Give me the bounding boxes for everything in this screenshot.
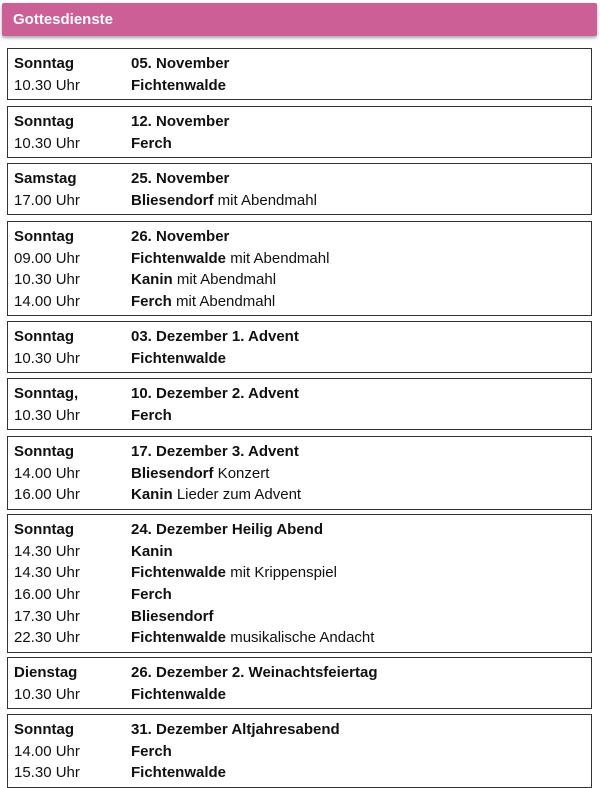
service-place: Kanin <box>131 486 173 504</box>
service-entry-row <box>8 291 591 313</box>
service-place-cell <box>131 764 226 781</box>
service-entry-row <box>8 348 591 370</box>
service-entry-row <box>8 75 591 97</box>
service-time: 10.30 Uhr <box>14 406 80 424</box>
service-header-row <box>8 53 591 75</box>
service-box <box>7 378 592 430</box>
service-time: 22.30 Uhr <box>14 629 80 647</box>
service-box <box>7 714 592 788</box>
service-date: 25. November <box>131 170 230 188</box>
service-note: mit Abendmahl <box>171 293 276 311</box>
service-box <box>7 163 592 215</box>
service-time: 10.30 Uhr <box>14 349 80 367</box>
service-entry-row <box>8 584 591 606</box>
service-day: Sonntag, <box>14 385 79 403</box>
service-place: Ferch <box>131 293 172 311</box>
service-header-row <box>8 719 591 741</box>
section-header <box>2 3 597 36</box>
service-box <box>7 221 592 316</box>
service-place-cell <box>131 486 301 503</box>
service-date: 05. November <box>131 55 230 73</box>
service-place-cell <box>131 271 276 288</box>
service-day: Sonntag <box>14 228 74 246</box>
service-entry-row <box>8 762 591 784</box>
service-header-row <box>8 111 591 133</box>
service-date: 10. Dezember 2. Advent <box>131 385 299 403</box>
service-place: Fichtenwalde <box>131 629 227 647</box>
service-box <box>7 106 592 158</box>
service-place: Fichtenwalde <box>131 685 227 703</box>
service-time: 10.30 Uhr <box>14 685 80 703</box>
service-box <box>7 436 592 510</box>
service-box <box>7 321 592 373</box>
service-note: musikalische Andacht <box>226 629 375 647</box>
service-date: 31. Dezember Altjahresabend <box>131 721 340 739</box>
service-entry-row <box>8 605 591 627</box>
service-place-cell <box>131 250 329 267</box>
service-header-row <box>8 168 591 190</box>
service-place: Fichtenwalde <box>131 564 227 582</box>
service-date: 17. Dezember 3. Advent <box>131 443 299 461</box>
service-entry-row <box>8 463 591 485</box>
service-place: Bliesendorf <box>131 191 214 209</box>
service-place-cell <box>131 743 172 760</box>
service-note: mit Abendmahl <box>172 271 277 289</box>
service-entry-row <box>8 484 591 506</box>
service-place-cell <box>131 465 269 482</box>
service-place-cell <box>131 608 214 625</box>
service-day: Sonntag <box>14 113 74 131</box>
service-note: mit Abendmahl <box>213 191 317 209</box>
service-time: 17.30 Uhr <box>14 607 80 625</box>
service-date: 24. Dezember Heilig Abend <box>131 521 323 539</box>
service-time: 10.30 Uhr <box>14 271 80 289</box>
service-place: Fichtenwalde <box>131 76 227 94</box>
service-day: Sonntag <box>14 55 74 73</box>
service-place: Ferch <box>131 586 172 604</box>
service-place-cell <box>131 192 317 209</box>
service-box <box>7 48 592 100</box>
service-place: Fichtenwalde <box>131 249 227 267</box>
service-place-cell <box>131 543 173 560</box>
service-date: 26. November <box>131 228 230 246</box>
service-place: Kanin <box>131 271 173 289</box>
service-place: Ferch <box>131 134 172 152</box>
service-header-row <box>8 519 591 541</box>
service-time: 10.30 Uhr <box>14 134 80 152</box>
service-box <box>7 657 592 709</box>
service-note: Konzert <box>213 464 270 482</box>
service-place: Bliesendorf <box>131 464 214 482</box>
service-place: Fichtenwalde <box>131 764 227 782</box>
service-entry-row <box>8 562 591 584</box>
service-place-cell <box>131 564 337 581</box>
service-box <box>7 514 592 653</box>
service-header-row <box>8 662 591 684</box>
service-time: 15.30 Uhr <box>14 764 80 782</box>
service-place-cell <box>131 407 172 424</box>
service-entry-row <box>8 248 591 270</box>
service-entry-row <box>8 541 591 563</box>
service-header-row <box>8 441 591 463</box>
service-day: Sonntag <box>14 443 74 461</box>
service-date: 26. Dezember 2. Weinachtsfeiertag <box>131 664 378 682</box>
service-entry-row <box>8 627 591 649</box>
service-place-cell <box>131 77 226 94</box>
service-place-cell <box>131 629 374 646</box>
service-time: 09.00 Uhr <box>14 249 80 267</box>
service-day: Sonntag <box>14 521 74 539</box>
service-time: 17.00 Uhr <box>14 191 80 209</box>
service-note: Lieder zum Advent <box>172 486 302 504</box>
section-title: Gottesdienste <box>13 11 114 28</box>
service-time: 14.00 Uhr <box>14 464 80 482</box>
service-place-cell <box>131 293 275 310</box>
service-place-cell <box>131 686 226 703</box>
service-entry-row <box>8 741 591 763</box>
service-place: Ferch <box>131 742 172 760</box>
service-place-cell <box>131 350 226 367</box>
service-time: 14.00 Uhr <box>14 742 80 760</box>
service-time: 14.30 Uhr <box>14 542 80 560</box>
service-time: 14.30 Uhr <box>14 564 80 582</box>
service-header-row <box>8 226 591 248</box>
service-day: Dienstag <box>14 664 78 682</box>
service-day: Samstag <box>14 170 77 188</box>
service-time: 16.00 Uhr <box>14 486 80 504</box>
service-place-cell <box>131 135 172 152</box>
service-place: Bliesendorf <box>131 607 214 625</box>
service-place: Ferch <box>131 406 172 424</box>
service-entry-row <box>8 405 591 427</box>
service-time: 14.00 Uhr <box>14 293 80 311</box>
service-place: Kanin <box>131 542 173 560</box>
service-date: 12. November <box>131 113 230 131</box>
service-entry-row <box>8 190 591 212</box>
service-entry-row <box>8 684 591 706</box>
service-date: 03. Dezember 1. Advent <box>131 328 299 346</box>
service-day: Sonntag <box>14 328 74 346</box>
service-time: 16.00 Uhr <box>14 586 80 604</box>
service-entry-row <box>8 269 591 291</box>
service-time: 10.30 Uhr <box>14 76 80 94</box>
service-header-row <box>8 326 591 348</box>
service-day: Sonntag <box>14 721 74 739</box>
service-entry-row <box>8 133 591 155</box>
service-place-cell <box>131 586 172 603</box>
service-note: mit Krippenspiel <box>226 564 337 582</box>
service-place: Fichtenwalde <box>131 349 227 367</box>
service-header-row <box>8 383 591 405</box>
service-note: mit Abendmahl <box>226 249 330 267</box>
